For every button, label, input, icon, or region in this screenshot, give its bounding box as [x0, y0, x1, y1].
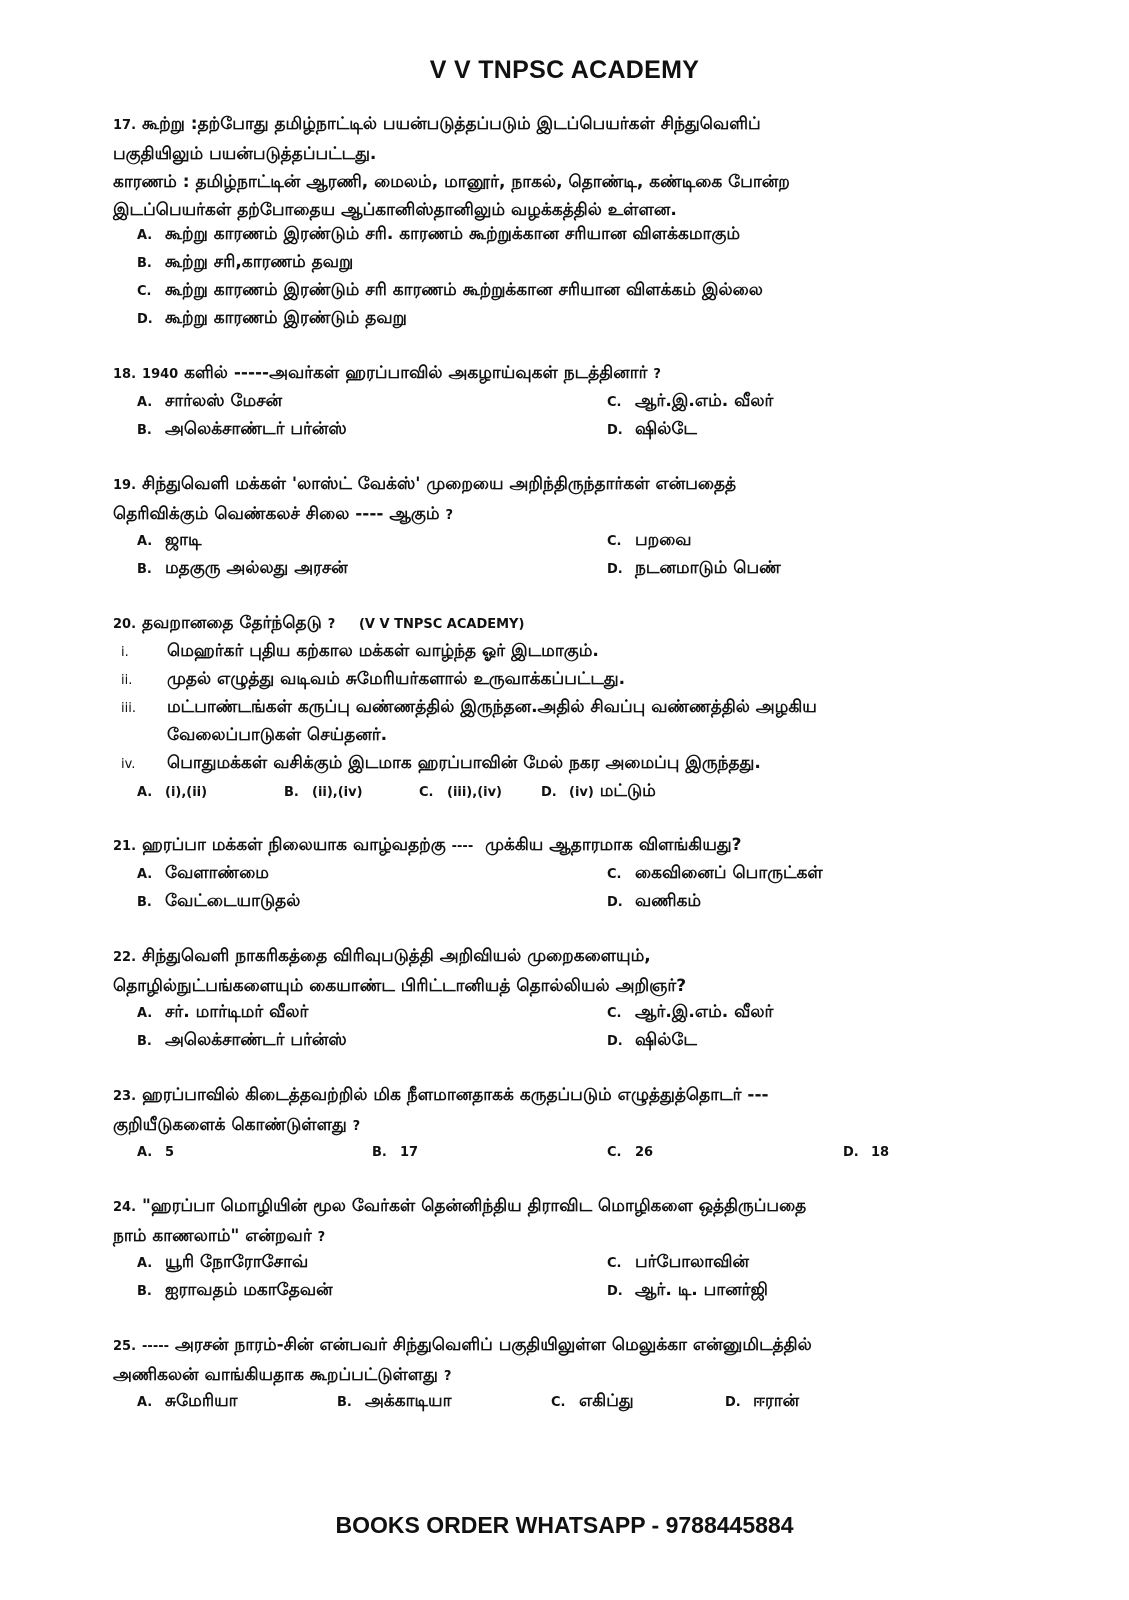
question-text: களில் -----அவர்கள் ஹரப்பாவில் அகழாய்வுகள் நடத்தினார்	[184, 363, 648, 383]
question-number: 23.	[113, 1089, 137, 1104]
option-d: D. 18	[843, 1145, 890, 1160]
option-c: C. பர்போலாவின்	[607, 1252, 749, 1272]
statement-iii: iii. மட்பாண்டங்கள் கருப்பு வண்ணத்தில் இருந்தன.அதில் சிவப்பு வண்ணத்தில் அழகிய	[121, 697, 817, 717]
option-c: C. கைவினைப் பொருட்கள்	[607, 863, 823, 883]
option-b: B. ஐராவதம் மகாதேவன்	[137, 1280, 333, 1300]
option-a: A. 5	[137, 1145, 175, 1160]
option-b: B. அக்காடியா	[337, 1391, 452, 1411]
option-c: C. ஆர்.இ.எம். வீலர்	[607, 391, 774, 411]
statement-i: i. மெஹர்கர் புதிய கற்கால மக்கள் வாழ்ந்த ஓர் இடமாகும்.	[121, 641, 599, 661]
question-number: 20.	[113, 617, 137, 632]
option-b: B. அலெக்சாண்டர் பர்ன்ஸ்	[137, 1030, 347, 1050]
question-text: சிந்துவெளி மக்கள் 'லாஸ்ட் வேக்ஸ்' முறையை அறிந்திருந்தார்கள் என்பதைத்	[142, 474, 737, 494]
option-a: A. சர். மார்டிமர் வீலர்	[137, 1002, 309, 1022]
question-text: அணிகலன் வாங்கியதாக கூறப்பட்டுள்ளது	[113, 1365, 438, 1385]
option-d: D. ஈரான்	[725, 1391, 800, 1411]
question-text: தொழில்நுட்பங்களையும் கையாண்ட பிரிட்டானியத் தொல்லியல் அறிஞர்?	[113, 976, 687, 996]
question-text: அரசன் நாரம்-சின் என்பவர் சிந்துவெளிப் பகுதியிலுள்ள மெலுக்கா என்னுமிடத்தில்	[174, 1335, 812, 1355]
question-text: தெரிவிக்கும் வெண்கலச் சிலை ---- ஆகும்	[113, 504, 440, 524]
question-25: 25. ----- அரசன் நாரம்-சின் என்பவர் சிந்துவெளிப் பகுதியிலுள்ள மெலுக்கா என்னுமிடத்தில் அணிகலன் வாங்கியதாக கூறப்பட்டுள்ளது ?	[113, 1335, 812, 1385]
option-d: D. ஆர். டி. பானர்ஜி	[607, 1280, 768, 1300]
question-18: 18. 1940 களில் -----அவர்கள் ஹரப்பாவில் அகழாய்வுகள் நடத்தினார் ?	[113, 363, 661, 383]
statement-iv: iv. பொதுமக்கள் வசிக்கும் இடமாக ஹரப்பாவின் மேல் நகர அமைப்பு இருந்தது.	[121, 753, 761, 773]
question-22	[113, 942, 1033, 1000]
page-title: V V TNPSC ACADEMY	[429, 56, 700, 84]
option-a: A. ஜாடி	[137, 530, 202, 550]
question-number: 18.	[113, 367, 137, 382]
option-b: B. கூற்று சரி,காரணம் தவறு	[137, 252, 354, 272]
option-d: D. கூற்று காரணம் இரண்டும் தவறு	[137, 308, 407, 328]
option-a: A. (i),(ii)	[137, 785, 208, 800]
question-20: 20. தவறானதை தேர்ந்தெடு ? (V V TNPSC ACADEMY)	[113, 613, 525, 633]
option-d: D. ஷில்டே	[607, 419, 697, 439]
question-number: 21.	[113, 839, 137, 854]
option-a: A. சுமேரியா	[137, 1391, 238, 1411]
option-b: B. வேட்டையாடுதல்	[137, 891, 301, 911]
academy-tag: (V V TNPSC ACADEMY)	[358, 617, 525, 632]
option-b: B. அலெக்சாண்டர் பர்ன்ஸ்	[137, 419, 347, 439]
question-number: 24.	[113, 1200, 137, 1215]
question-number: 25.	[113, 1339, 137, 1354]
question-24: 24. "ஹரப்பா மொழியின் மூல வேர்கள் தென்னிந்திய திராவிட மொழிகளை ஒத்திருப்பதை நாம் காணலாம்" என்றவர் ?	[113, 1196, 807, 1246]
question-number: 17.	[113, 118, 137, 133]
question-text: தவறானதை தேர்ந்தெடு	[142, 613, 322, 633]
statement-ii: ii. முதல் எழுத்து வடிவம் சுமேரியர்களால் உருவாக்கப்பட்டது.	[121, 669, 626, 689]
option-c: C. பறவை	[607, 530, 692, 550]
option-d: D. வணிகம்	[607, 891, 702, 911]
question-text: "ஹரப்பா மொழியின் மூல வேர்கள் தென்னிந்திய திராவிட மொழிகளை ஒத்திருப்பதை	[142, 1196, 807, 1216]
question-text: சிந்துவெளி நாகரிகத்தை விரிவுபடுத்தி அறிவியல் முறைகளையும்,	[142, 946, 651, 966]
option-c: C. (iii),(iv)	[419, 785, 503, 800]
statement-iii-continued: வேலைப்பாடுகள் செய்தனர்.	[167, 725, 388, 745]
option-b: B. மதகுரு அல்லது அரசன்	[137, 558, 348, 578]
question-23: 23. ஹரப்பாவில் கிடைத்தவற்றில் மிக நீளமானதாகக் கருதப்படும் எழுத்துத்தொடர் --- குறியீடுகளைக் கொண்டுள்ளது ?	[113, 1085, 769, 1135]
option-d: D. நடனமாடும் பெண்	[607, 558, 781, 578]
option-d: D. ஷில்டே	[607, 1030, 697, 1050]
question-text: ஹரப்பா மக்கள் நிலையாக வாழ்வதற்கு	[142, 835, 446, 855]
option-b: B. (ii),(iv)	[284, 785, 363, 800]
option-a: A. யூரி நோரோசோவ்	[137, 1252, 309, 1272]
option-c: C. 26	[607, 1145, 654, 1160]
question-text: இடப்பெயர்கள் தற்போதைய ஆப்கானிஸ்தானிலும் வழக்கத்தில் உள்ளன.	[113, 200, 677, 220]
question-text: கூற்று :தற்போது தமிழ்நாட்டில் பயன்படுத்தப்படும் இடப்பெயர்கள் சிந்துவெளிப்	[142, 114, 761, 134]
option-c: C. கூற்று காரணம் இரண்டும் சரி காரணம் கூற்றுக்கான சரியான விளக்கம் இல்லை	[137, 280, 763, 300]
question-text: நாம் காணலாம்" என்றவர்	[113, 1226, 312, 1246]
option-c: C. எகிப்து	[551, 1391, 634, 1411]
footer-contact: BOOKS ORDER WHATSAPP - 9788445884	[335, 1512, 794, 1538]
question-text: பகுதியிலும் பயன்படுத்தப்பட்டது.	[113, 144, 377, 164]
question-17	[113, 110, 1033, 224]
question-number: 19.	[113, 478, 137, 493]
option-a: A. சார்லஸ் மேசன்	[137, 391, 283, 411]
option-b: B. 17	[372, 1145, 419, 1160]
question-text: குறியீடுகளைக் கொண்டுள்ளது	[113, 1115, 347, 1135]
question-text: ஹரப்பாவில் கிடைத்தவற்றில் மிக நீளமானதாகக் கருதப்படும் எழுத்துத்தொடர் ---	[142, 1085, 769, 1105]
question-text: காரணம் : தமிழ்நாட்டின் ஆரணி, மைலம், மானூர், நாகல், தொண்டி, கண்டிகை போன்ற	[113, 172, 790, 192]
option-a: A. வேளாண்மை	[137, 863, 269, 883]
question-text: முக்கிய ஆதாரமாக விளங்கியது?	[485, 835, 742, 855]
question-21: 21. ஹரப்பா மக்கள் நிலையாக வாழ்வதற்கு ---- முக்கிய ஆதாரமாக விளங்கியது?	[113, 835, 742, 855]
option-a: A. கூற்று காரணம் இரண்டும் சரி. காரணம் கூற்றுக்கான சரியான விளக்கமாகும்	[137, 224, 741, 244]
option-d: D. (iv) மட்டும்	[541, 781, 656, 801]
question-number: 22.	[113, 950, 137, 965]
question-year: 1940	[142, 367, 179, 382]
question-19: 19. சிந்துவெளி மக்கள் 'லாஸ்ட் வேக்ஸ்' முறையை அறிந்திருந்தார்கள் என்பதைத் தெரிவிக்கும் வெண்கலச் சிலை ---- ஆகும் ?	[113, 474, 737, 524]
option-c: C. ஆர்.இ.எம். வீலர்	[607, 1002, 774, 1022]
